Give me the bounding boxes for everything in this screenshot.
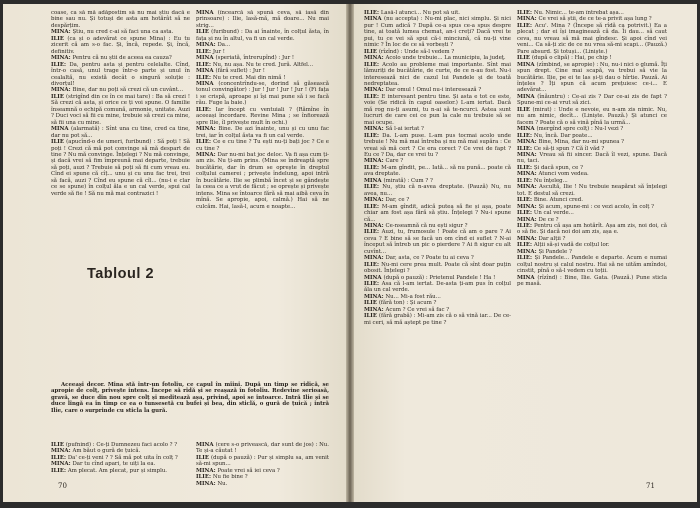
speaker-name: MINA: [364, 197, 386, 204]
dialogue-text: Am băut o gură de țuică. [72, 448, 141, 455]
speaker-name: ILIE: [364, 261, 382, 268]
dialogue-text: Și Pandele... Pandele e departe. Acum e numai colțul nostru și calul nostru. Hai să ne uităm amîndoi, cinstit, pînă o să-l vedem cu toții. [517, 255, 667, 275]
dialogue-text: Nu, nu așa. Nu te cred. Jură. Altfel... [212, 61, 314, 68]
left-page-column-3 [51, 442, 190, 490]
speaker-name: ILIE: [517, 22, 535, 29]
dialogue-text: Pentru că nu știi de aceea ea cauza? [72, 55, 172, 62]
dialogue-line [364, 94, 511, 126]
dialogue-text: (rîzînd) : Bine, Ilie. Gata. (Pauză.) Pune sticla pe masă. [517, 274, 667, 288]
dialogue-line [196, 455, 329, 468]
dialogue-text: Iar încept cu ventuiali ? (Rămîne în aceeași încordare. Revine Mina ; se înfiorează spre Ilie, îl privește mult în ochi.) [196, 106, 329, 126]
right-page-column-1 [364, 10, 511, 470]
dialogue-text: Atunci vom vedea. [538, 171, 589, 178]
speaker-name: ILIE: [364, 164, 382, 171]
speaker-name: MINA [364, 177, 384, 184]
speaker-name: ILIE [51, 442, 66, 448]
speaker-name: ILIE: [517, 164, 534, 171]
right-page [354, 4, 697, 502]
left-page [3, 4, 346, 502]
speaker-name: ILIE: [364, 281, 382, 288]
dialogue-text: Și acum, spune-mi : ce vezi acolo, în colț ? [538, 203, 655, 210]
speaker-name: ILIE [364, 300, 379, 307]
dialogue-text: De ce ? [538, 216, 559, 223]
stage-direction-paragraph: Aceeași decor. Mina stă într-un fotoliu, ce capul în mîini. După un timp se ridică, se apropie de colț, privește intens. Începe să rîdă și se reașază în fotoliu. Redevine serioasă, gravă, se duce din nou spre colț și meditează așa, privind, apoi se întoarce. Intră Ilie și se duce lîngă ea în timp ce ea o tunsesetă cu bufei și bea, din sticlă, o gură de țuică ; intră Ilie, care o surprinde cu sticla la gură. [51, 382, 329, 414]
speaker-name: MINA [196, 55, 216, 62]
dialogue-text: Vreau să fii sincer. Dacă îl vezi, spune. Dacă nu, taci. [517, 151, 667, 165]
dialogue-line [517, 255, 667, 274]
speaker-name: ILIE: [196, 139, 214, 146]
speaker-name: ILIE: [517, 222, 534, 229]
dialogue-text: Dar tu cînd apari, te uiți la ea. [72, 461, 156, 468]
speaker-name: ILIE: [364, 93, 382, 100]
speaker-name: MINA: [196, 42, 218, 49]
speaker-name: ILIE [196, 454, 211, 461]
dialogue-line [196, 81, 329, 107]
speaker-name: ILIE: [196, 61, 213, 68]
speaker-name: ILIE: [517, 255, 535, 262]
dialogue-text: Dar nu-mi bat joc deloc. Va fi așa cum ți-am zis. Nu ți-am prins. (Mina se îndreaptă spre bucătărie, dar în drum se oprește în dreptul colțului camerei ; privește îndelung, apoi intră în bucătărie. Ilie se plimbă încet și se gândește la ceea ce a vrut de făcut ; se oprește și privește intens. Mina se întoarce fără să mai aibă ceva în mînă. Se apropie, apoi, calmă.) Hai să ne culcăm. Hai, lasă-l, acum e noapte... [196, 151, 329, 210]
speaker-name: ILIE: [364, 10, 381, 16]
dialogue-line [364, 313, 511, 326]
dialogue-line [517, 184, 667, 197]
dialogue-text: Nu. [217, 480, 228, 487]
dialogue-line [51, 94, 190, 126]
dialogue-text: (încearcă să spună ceva, să iasă din prinsoare) : Ilie, lasă-mă, mă doare... Nu mai strig... [196, 10, 329, 29]
speaker-name: ILIE [364, 313, 379, 320]
speaker-name: MINA: [51, 448, 73, 455]
speaker-name: ILIE: [364, 229, 382, 236]
page-number-left: 70 [58, 482, 67, 490]
dialogue-text: Dar, asta, ce ? Poate tu ai ceva ? [385, 255, 474, 262]
dialogue-line [364, 262, 511, 275]
dialogue-text: Nu... Mi-a fost rău... [385, 293, 441, 300]
speaker-name: ILIE: [196, 48, 213, 55]
dialogue-text: (concentrîndu-se, dorind să găsească tonul convingător) : Jur ! Jur ! Jur ! Jur ! (Fi fața i se crispă, aproape și își mai pune să i se facă rău. Fuge la baie.) [196, 80, 329, 107]
left-page-column-2 [196, 10, 329, 350]
dialogue-text: M-am gîndit, adică putea să fie și așa, poate chiar am fost așa fără să știu. Înțelegi ? Nu-i spune că... [364, 203, 511, 223]
speaker-name: ILIE [364, 48, 379, 55]
speaker-name: ILIE [517, 55, 532, 62]
speaker-name: MINA [196, 80, 219, 87]
speaker-name: MINA [517, 274, 538, 281]
dialogue-text: Nu-mi cere prea mult. Poate că sînt doar puțin obosit. Înțelegi ? [364, 261, 511, 275]
dialogue-text: Auzi, tu, frumosule ! Poate că am o pare ? Ai ceva ? E bine să se facă un om cînd ei suflet ? N-ai început să întreb un pic o pierdere ? Ai fi sigur cu alt cuvînt... [364, 229, 511, 255]
dialogue-text: Am plecat. Am plecat, pur și simplu. [67, 467, 168, 474]
dialogue-text: (alarmată) : Sînt una cu tine, cred ca tine, dar nu pot să... [51, 126, 190, 139]
dialogue-text: Acolo au probleme mai importante. Sînt mai lămuriți de bucătărie, de curte, de ce n-au fost. Nu-i interesează nici de cazul lui Pandele și de toată nedreptatea. [364, 61, 511, 87]
dialogue-text: Acolo unde trebuie... La municipiu, la judeţ. [385, 55, 506, 62]
dialogue-text: Jur ! [212, 48, 225, 55]
dialogue-text: Pentru că așa am hotărît. Așa am zis, noi doi, că o să fie. Și dacă noi doi am zis, așa e. [517, 222, 667, 236]
dialogue-text: (înăuntru) : Ce-ai zis ? Dar ce-ai zis de fapt ? Spune-mi ce-ai vrut să zici. [517, 93, 667, 107]
dialogue-text: Ce să-ți spun ? Că îl văd ? [533, 145, 605, 152]
book-gutter [346, 4, 354, 502]
dialogue-text: Lasă-l atunci... Nu pot să uit. [380, 10, 461, 16]
dialogue-line [51, 36, 190, 55]
speaker-name: MINA: [517, 184, 540, 191]
dialogue-text: Asa că l-am iertat. De-asta ți-am pus în colțul ăla un cal verde. [364, 281, 511, 294]
dialogue-text: (furibund) : Da ai înainte, în colțul ăsta, în fața și nu în altul, va fi un cal verde. [196, 29, 329, 42]
page-number-right: 71 [646, 482, 655, 490]
dialogue-line [364, 16, 511, 48]
dialogue-text: (zîmbind, se apropie) : Nu, nu-i nici o glumă. Îți spun drept. Cine mai scapă, va trebui să vie la bucătărie. Ilie, pe ei te las și-ți dau o hîrtie. Pauză. Ai înțeles ? Îți spun că acum prețuiesc ce-i... E adevărat... [517, 61, 667, 94]
stage-direction [51, 382, 329, 414]
speaker-name: ILIE [196, 29, 212, 36]
speaker-name: MINA [517, 61, 537, 68]
speaker-name: MINA: [517, 171, 539, 178]
dialogue-text: Un cal verde... [533, 210, 574, 217]
speaker-name: MINA [196, 10, 218, 16]
speaker-name: MINA: [196, 480, 218, 487]
dialogue-line [364, 184, 511, 197]
speaker-name: ILIE: [51, 467, 68, 474]
dialogue-line [517, 107, 667, 126]
speaker-name: ILIE: [517, 145, 534, 152]
dialogue-line [517, 223, 667, 236]
dialogue-text: (nu accepta) : Nu-mi plac, nici simplu. Și nici pur ! Cum adică ? După ce-a spus ce-a spus despre tine, ai toată lumea chemat, an-i creți? Dacă vrei te pui, tu ce vei să spui că-i minciună, că nu-ți vine nimic ? În loc de ce să vorbești ? [364, 16, 511, 49]
dialogue-text: Bine, dar nu poți să crezi că un cuvânt... [72, 87, 184, 94]
speaker-name: ILIE [51, 139, 67, 146]
speaker-name: ILIE [517, 106, 533, 113]
dialogue-line [364, 62, 511, 88]
speaker-name: MINA: [364, 255, 386, 262]
dialogue-text: Știu, nu cred c-ai să faci una ca asta. [72, 29, 174, 36]
speaker-name: ILIE: [196, 474, 213, 481]
dialogue-text: Nu fie bine ? [212, 474, 248, 481]
speaker-name: ILIE: [364, 203, 382, 210]
dialogue-text: Acum ? Ce vrei să fac ? [385, 306, 450, 313]
speaker-name: MINA: [51, 55, 73, 62]
dialogue-line [517, 275, 667, 288]
dialogue-text: Ce vrei să știi, de ce te-a privit așa lung ? [538, 16, 652, 23]
dialogue-line [51, 62, 190, 88]
dialogue-text: Alții să-și vadă de colțul lor. [533, 242, 610, 249]
speaker-name: ILIE [51, 35, 68, 42]
dialogue-text: (mirat) : Unde e nevoie, eu n-am zis nimic. Nu, nu am nimic, decît... (Liniște. Pauză.) Și atunci ce facem ? Poate că o să vină pînă la urmă... [517, 106, 667, 126]
dialogue-line [517, 23, 667, 55]
dialogue-text: Da, pentru asta și pentru celelalte. Cînd, într-o casă, unul trage într-o parte și unul în cealaltă, nu există decât o singură soluție : divorțul! [51, 61, 190, 87]
dialogue-text: Poate vrei să iei ceva ? [217, 467, 280, 474]
speaker-name: MINA: [517, 216, 539, 223]
speaker-name: MINA: [364, 55, 386, 62]
dialogue-text: (fără grabă) : Mi-am zis că o să vină iar... De ce-mi ceri, să mă aștept pe tine ? [364, 313, 511, 326]
speaker-name: MINA: [517, 16, 539, 23]
dialogue-text: (fără ton) : Și acum ? [378, 300, 437, 307]
speaker-name: ILIE: [517, 177, 534, 184]
speaker-name: ILIE: [364, 132, 383, 139]
right-page-column-2 [517, 10, 667, 470]
dialogue-text: E interesant pentru tine. Și asta e tot ce este, voie (Se ridică în capul oaselor.) L-am iertat. Dacă mă rog nu-ți asumi, tu n-ai să te-ncurci. Astea sunt lucruri de care cei ce pun la cale nu trebuie să se mai ocupe. [364, 93, 511, 126]
dialogue-line [196, 126, 329, 139]
speaker-name: MINA: [51, 29, 73, 36]
dialogue-text: (speriată, întrerupînd) : Jur ! [215, 55, 295, 62]
dialogue-text: coase, ca să mă adăpostim sâ nu mai știu dacă e bine sau nu. Și totuși de asta am hotărât să ne despărțim. [51, 10, 190, 29]
dialogue-line [517, 94, 667, 107]
speaker-name: ILIE: [51, 454, 68, 461]
speaker-name: MINA: [196, 467, 218, 474]
dialogue-line [196, 29, 329, 42]
dialogue-line [51, 10, 190, 29]
dialogue-text: Să l-ai iertat ? [385, 126, 424, 133]
dialogue-line [51, 126, 190, 139]
speaker-name: ILIE: [364, 184, 383, 191]
dialogue-text: Și dacă spun, ce ? [533, 164, 583, 171]
dialogue-text: Nu te cred. Mai din nimă ! [212, 74, 286, 81]
dialogue-text: Dar, ce ? [385, 197, 410, 204]
speaker-name: ILIE: [51, 61, 70, 68]
scene-heading: Tabloul 2 [86, 266, 155, 282]
speaker-name: MINA [364, 16, 384, 23]
dialogue-line [196, 442, 329, 455]
dialogue-text: Bine, Mina, dar nu-mi spunea ? [538, 139, 625, 146]
dialogue-text: (strigînd din ce în ce mai tare) : Ba să crezi ! Să crezi că asta, și orice ce ți voi spune. O familie înseamnă o echipă comună, armonie, unitate. Auzi ? Duci voci să fii cu mine, trebuie să crezi ca mine, să fii una cu mine. [51, 93, 190, 126]
dialogue-line [196, 481, 329, 487]
dialogue-text: Nu înțeleg... [533, 177, 568, 184]
dialogue-line [364, 204, 511, 223]
dialogue-text: Nu, știu că n-avea dreptate. (Pauză) Nu, nu avea, nu... [364, 184, 511, 197]
dialogue-line [51, 468, 190, 474]
speaker-name: MINA: [517, 248, 539, 255]
dialogue-text: Dar omul ! Omul nu-i interesează ? [385, 87, 482, 94]
speaker-name: MINA [196, 68, 216, 75]
speaker-name: ILIE: [517, 132, 534, 139]
speaker-name: MINA [517, 126, 537, 133]
dialogue-text: Și Pandele ? [538, 248, 572, 255]
dialogue-text: Da' ce-ți veni ? ? Să mă pot uita în colț ? [67, 454, 178, 461]
dialogue-line [517, 152, 667, 165]
dialogue-text: (după o pauză) : Prietenul Pandele ! Ha ! [383, 274, 496, 281]
dialogue-text: Dar alții ? [538, 235, 566, 242]
dialogue-text: M-am gîndit, pe... Iată... să nu pună... poate că ava dreptate. [364, 164, 511, 178]
dialogue-text: Ce-nseamnă că nu ești sigur ? [385, 222, 468, 229]
dialogue-text: Da... [217, 42, 231, 49]
dialogue-text: (ca și o adevărat ce spune Mina) : Eu tu zicerit că am s-o fac. Și, încă, repede. Și, încă, definitiv. [51, 35, 190, 55]
dialogue-text: Bine. Atunci cred. [533, 197, 583, 204]
dialogue-text: (mirată) : Cum ? ? [383, 177, 433, 184]
dialogue-line [51, 139, 190, 197]
speaker-name: MINA: [517, 151, 540, 158]
speaker-name: MINA: [364, 158, 386, 165]
speaker-name: MINA: [196, 151, 218, 158]
dialogue-text: Bine. De azi înainte, unu și cu unu fac trei, iar în colțul ăsta va fi un cal verde. [196, 126, 329, 139]
speaker-name: MINA [517, 93, 538, 100]
speaker-name: MINA: [517, 235, 539, 242]
speaker-name: MINA [364, 274, 384, 281]
speaker-name: ILIE: [196, 106, 216, 113]
dialogue-line [196, 10, 329, 29]
left-page-column-4 [196, 442, 329, 490]
dialogue-line [196, 107, 329, 126]
speaker-name: MINA: [517, 139, 539, 146]
dialogue-line [517, 62, 667, 94]
dialogue-line [364, 133, 511, 159]
dialogue-line [196, 152, 329, 210]
speaker-name: MINA: [364, 306, 386, 313]
speaker-name: ILIE: [517, 10, 534, 16]
speaker-name: MINA: [364, 293, 386, 300]
dialogue-line [364, 165, 511, 178]
speaker-name: MINA: [364, 126, 386, 133]
dialogue-text: Ce e cu tine ? Tu ești nu-ți bați joc ? Ce e cu tine ? [196, 139, 329, 152]
speaker-name: MINA [51, 126, 71, 133]
left-page-column-1 [51, 10, 190, 242]
speaker-name: MINA: [364, 87, 386, 94]
dialogue-text: Care ? [385, 158, 404, 165]
dialogue-text: (rîzînd) : Unde să-l vedem ? [378, 48, 455, 55]
dialogue-text: (după o pauză) : Pur și simplu sa, am venit să-mi spun... [196, 454, 329, 468]
dialogue-text: (cere s-o privească, dar sunt de jos) : Nu. Te și-a căutat ! [196, 442, 329, 455]
dialogue-text: (pufnind) : Ce-ți Dumnezeu faci acolo ? ? [65, 442, 178, 448]
dialogue-text: Acu'. Mina ? (Începe să rîdă ca potrivit.) Ea a plecat ; dar ei își imaginează că da. Îi dau... să caut ceva, nu vreau să mă mai gîndesc. Și apoi cînd vei veni... Ca să-ți zic de ce nu vrea să-mi scapi... (Pauză.) Pare absurd. Și totuși... (Liniște.) [517, 22, 667, 55]
dialogue-line [364, 229, 511, 255]
speaker-name: ILIE: [517, 210, 534, 217]
dialogue-line [364, 281, 511, 294]
speaker-name: MINA [196, 442, 216, 448]
speaker-name: ILIE: [517, 242, 534, 249]
dialogue-text: Ascultă, Ilie ! Nu trebuie neapărat să înțelegi tot. E destul să crezi. [517, 184, 667, 197]
dialogue-text: Nu, încă. Dar poate... [533, 132, 593, 139]
dialogue-text: (fără suflet) : Jur ! [215, 68, 265, 75]
speaker-name: ILIE: [364, 61, 383, 68]
speaker-name: MINA: [51, 461, 73, 468]
dialogue-line [196, 139, 329, 152]
speaker-name: MINA: [364, 222, 386, 229]
speaker-name: ILIE [51, 93, 66, 100]
speaker-name: ILIE: [196, 74, 213, 81]
dialogue-text: Da. L-am puse. L-am pus tocmai acolo unde trebuie ! Nu mă mai întreba și nu mă mai supăra : Ce vreai să mă cert ? Ce era corect ? Ce vrei de fapt ? Eu ce ? Da, dar ce vrei tu ? [364, 132, 511, 158]
dialogue-text: (mergînd spre colț) : Nu-l vezi ? [536, 126, 624, 133]
speaker-name: MINA: [51, 87, 73, 94]
dialogue-text: (după o clipă) : Hai, pe chip ! [531, 55, 612, 62]
dialogue-text: Nu. Nimic... te-am întrebat așa... [533, 10, 624, 16]
speaker-name: ILIE: [517, 197, 534, 204]
speaker-name: MINA: [517, 203, 539, 210]
dialogue-text: (apucînd-o de umeri, furibund) : Să poți ! Să poți ! Crezi că mă pot convinge să mă despart de tine ? Nu mă convinge. Înțelegi ? Nu mă convinge, și dacă vrei să fim împreună mai departe, trebuie să poți, auzi ? Trebuie să poți să fii cum vreau eu. Cînd ei spune că cîț... unu și cu unu fac trei, trei să facă, auzi ? Cînd eu spune că cîl... (nu-i e clar ce se spune) în colțul ăla e un cal verde, spui cal verde să fie ! Să nu mă mai contrazici ! [51, 139, 190, 197]
speaker-name: MINA: [196, 126, 219, 133]
